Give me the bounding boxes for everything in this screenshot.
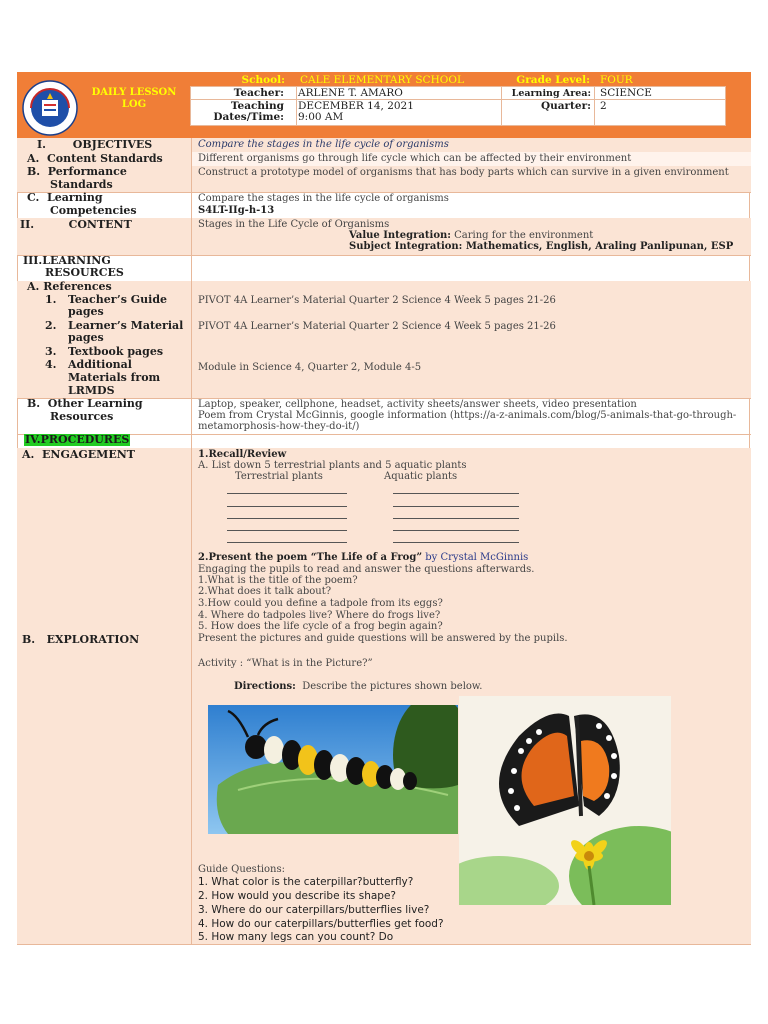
deped-seal	[22, 80, 78, 136]
answer-line-a2[interactable]	[393, 506, 519, 507]
poem-title-line	[198, 552, 528, 564]
subject-integration: Subject Integration: Mathematics, English, Araling Panlipunan, ESP	[349, 241, 734, 252]
school-label: School:	[241, 74, 285, 86]
directions	[234, 681, 482, 693]
add-label-3: LRMDS	[68, 384, 115, 397]
references-label: A. References	[27, 280, 112, 293]
content-standards-value: Different organisms go through life cycle which can be affected by their environment	[198, 153, 632, 164]
lm-label-1: 2. Learner’s Material	[45, 319, 184, 332]
teacher-label: Teacher:	[233, 87, 284, 99]
dates-label-1: Teaching	[230, 100, 284, 112]
other-resources-row	[17, 398, 751, 435]
resources-label-1: III.LEARNING	[23, 254, 111, 267]
performance-row	[17, 166, 751, 193]
caterpillar-image	[208, 705, 458, 834]
content-standards-label: A. Content Standards	[27, 152, 163, 165]
answer-line-a3[interactable]	[393, 518, 519, 519]
tg-label-2: pages	[68, 305, 104, 318]
poem-title: 2.Present the poem “The Life of a Frog”	[198, 552, 423, 563]
answer-line-t3[interactable]	[227, 518, 347, 519]
title-line1: DAILY LESSON	[91, 87, 177, 98]
activity-title: Activity : “What is in the Picture?”	[198, 658, 373, 669]
content-standards-row	[17, 152, 751, 167]
other-value-3: metamorphosis-how-they-do-it/)	[198, 421, 360, 432]
grade-label: Grade Level:	[516, 74, 590, 86]
answer-line-t1[interactable]	[227, 493, 347, 494]
tg-value: PIVOT 4A Learner’s Material Quarter 2 Science 4 Week 5 pages 21-26	[198, 295, 556, 306]
poem-instruction: Engaging the pupils to read and answer the questions afterwards.	[198, 564, 535, 575]
lm-label-2: pages	[68, 331, 104, 344]
quarter-label: Quarter:	[540, 100, 591, 112]
directions-text: Describe the pictures shown below.	[295, 681, 483, 692]
add-value: Module in Science 4, Quarter 2, Module 4-5	[198, 362, 422, 373]
title-line2: LOG	[121, 99, 147, 110]
guide-question-1: 1. What color is the caterpillar?butterfly?	[198, 876, 414, 888]
competencies-code: S4LT-IIg-h-13	[198, 205, 275, 216]
tb-label: 3. Textbook pages	[45, 345, 164, 358]
tg-label-1: 1. Teacher’s Guide	[45, 293, 168, 306]
competencies-label-2: Competencies	[50, 204, 137, 217]
performance-label-1: B. Performance	[27, 165, 127, 178]
poem-question-4: 4. Where do tadpoles live? Where do frogs live?	[198, 610, 441, 621]
quarter-value: 2	[600, 100, 607, 112]
tg-row	[17, 294, 751, 321]
value-integration-text: Caring for the environment	[450, 230, 594, 241]
answer-line-t4[interactable]	[227, 530, 347, 531]
answer-line-a4[interactable]	[393, 530, 519, 531]
competencies-row	[17, 192, 751, 219]
guide-question-2: 2. How would you describe its shape?	[198, 890, 396, 902]
other-value-2: Poem from Crystal McGinnis, google information (https://a-z-animals.com/blog/5-animals-that-go-through-	[198, 410, 737, 421]
guide-question-3: 3. Where do our caterpillars/butterflies live?	[198, 904, 430, 916]
additional-row	[17, 359, 751, 399]
poem-question-3: 3.How could you define a tadpole from its eggs?	[198, 598, 443, 609]
procedures-label: IV.PROCEDURES	[25, 433, 130, 446]
objectives-value: Compare the stages in the life cycle of organisms	[198, 139, 449, 150]
other-value-1: Laptop, speaker, cellphone, headset, activity sheets/answer sheets, video presentation	[198, 399, 637, 410]
performance-value: Construct a prototype model of organisms that has body parts which can survive in a given environment	[198, 167, 729, 178]
area-value: SCIENCE	[600, 87, 652, 99]
performance-label-2: Standards	[50, 178, 113, 191]
lm-row	[17, 320, 751, 347]
lm-value: PIVOT 4A Learner’s Material Quarter 2 Science 4 Week 5 pages 21-26	[198, 321, 556, 332]
content-label: II. CONTENT	[20, 218, 132, 231]
teacher-value: ARLENE T. AMARO	[298, 87, 403, 99]
poem-question-5: 5. How does the life cycle of a frog begin again?	[198, 621, 443, 632]
value-integration	[349, 230, 593, 242]
content-value: Stages in the Life Cycle of Organisms	[198, 219, 390, 230]
aquatic-header: Aquatic plants	[384, 471, 458, 482]
terrestrial-header: Terrestrial plants	[235, 471, 323, 482]
guide-question-4: 4. How do our caterpillars/butterflies get food?	[198, 918, 444, 930]
resources-label-2: RESOURCES	[45, 266, 124, 279]
explore-intro: Present the pictures and guide questions will be answered by the pupils.	[198, 633, 568, 644]
date-value: DECEMBER 14, 2021	[298, 100, 414, 112]
other-label-2: Resources	[50, 410, 114, 423]
answer-line-a5[interactable]	[393, 542, 519, 543]
poem-author: by Crystal McGinnis	[422, 552, 529, 563]
competencies-value: Compare the stages in the life cycle of organisms	[198, 193, 449, 204]
grade-value: FOUR	[600, 74, 633, 86]
procedures-row	[17, 434, 751, 449]
answer-line-t5[interactable]	[227, 542, 347, 543]
resources-row	[17, 255, 751, 282]
directions-label: Directions:	[234, 681, 296, 692]
school-value: CALE ELEMENTARY SCHOOL	[300, 74, 464, 86]
time-value: 9:00 AM	[298, 111, 344, 123]
competencies-label-1: C. Learning	[27, 191, 103, 204]
recall-title: 1.Recall/Review	[198, 449, 287, 460]
other-label-1: B. Other Learning	[27, 397, 143, 410]
butterfly-image	[459, 696, 671, 905]
answer-line-a1[interactable]	[393, 493, 519, 494]
guide-question-5: 5. How many legs can you count? Do	[198, 931, 394, 943]
poem-question-2: 2.What does it talk about?	[198, 586, 332, 597]
dates-label-2: Dates/Time:	[213, 111, 284, 123]
value-integration-label: Value Integration:	[349, 230, 451, 241]
poem-question-1: 1.What is the title of the poem?	[198, 575, 358, 586]
add-label-1: 4. Additional	[45, 358, 132, 371]
recall-instruction: A. List down 5 terrestrial plants and 5 aquatic plants	[198, 460, 467, 471]
answer-line-t2[interactable]	[227, 506, 347, 507]
exploration-row	[17, 632, 751, 945]
content-row	[17, 218, 751, 256]
area-label: Learning Area:	[511, 88, 591, 99]
exploration-label: B. EXPLORATION	[22, 633, 140, 646]
guide-title: Guide Questions:	[198, 864, 285, 875]
add-label-2: Materials from	[68, 371, 161, 384]
engagement-row	[17, 448, 751, 633]
engagement-label: A. ENGAGEMENT	[22, 448, 135, 461]
objectives-row	[17, 138, 751, 153]
objectives-label: I. OBJECTIVES	[37, 138, 153, 151]
